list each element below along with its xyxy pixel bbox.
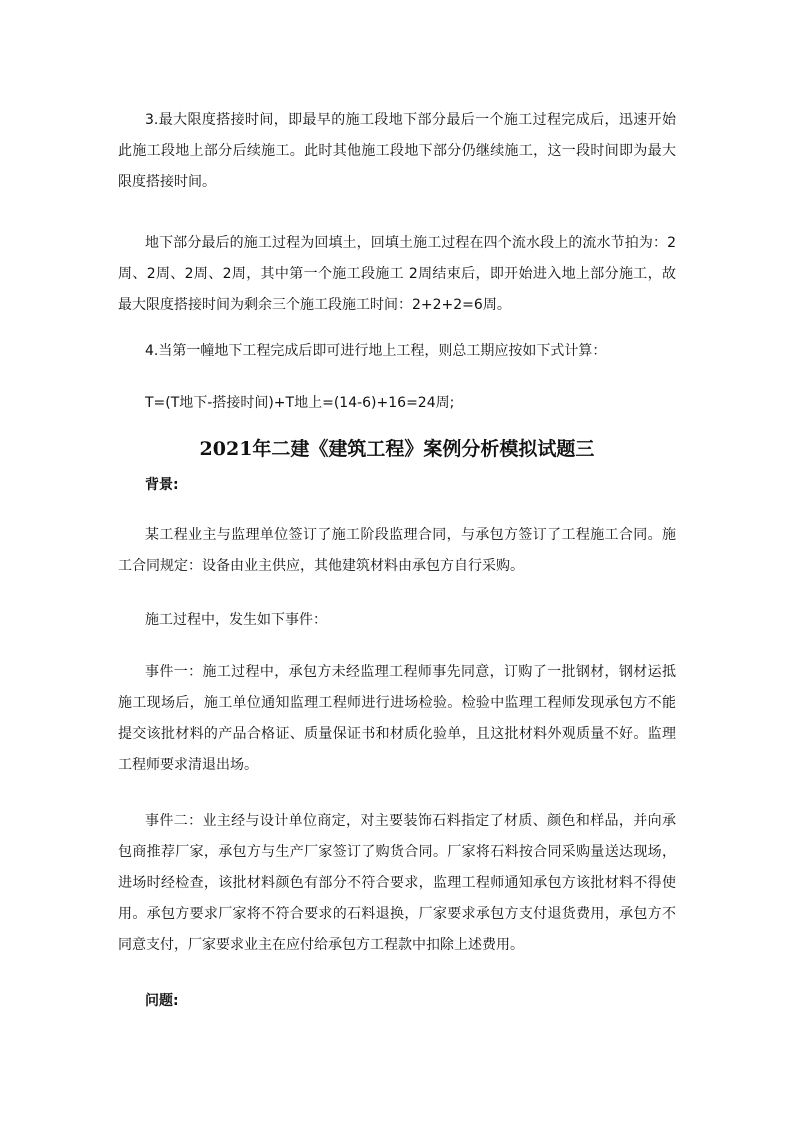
text-line: 工程师要求清退出场。 [118, 757, 258, 773]
paragraph-formula [118, 388, 676, 419]
questions-heading: 问题: [145, 993, 179, 1009]
background-heading: 背景: [145, 477, 179, 493]
paragraph-event-2 [118, 806, 676, 961]
text-line: 事件一：施工过程中，承包方未经监理工程师事先同意，订购了一批钢材，钢材运抵 [145, 664, 676, 680]
paragraph-total-duration [118, 336, 676, 367]
paragraph-events-intro [118, 605, 676, 636]
text-line: 3.最大限度搭接时间，即最早的施工段地下部分最后一个施工过程完成后，迅速开始 [145, 112, 676, 128]
paragraph-backfill [118, 228, 676, 321]
text-line: 限度搭接时间。 [118, 174, 216, 190]
text-line: 施工现场后，施工单位通知监理工程师进行进场检验。检验中监理工程师发现承包方不能 [118, 695, 676, 711]
text-line: 周、2周、2周、2周，其中第一个施工段施工 2周结束后，即开始进入地上部分施工，故 [118, 266, 676, 282]
text-line: 4.当第一幢地下工程完成后即可进行地上工程，则总工期应按如下式计算： [145, 343, 607, 359]
text-line: 此施工段地上部分后续施工。此时其他施工段地下部分仍继续施工，这一段时间即为最大 [118, 143, 676, 159]
text-line: 地下部分最后的施工过程为回填土，回填土施工过程在四个流水段上的流水节拍为：2 [145, 235, 676, 251]
paragraph-max-overlap [118, 105, 676, 198]
paragraph-contract [118, 520, 676, 582]
text-line: 事件二：业主经与设计单位商定，对主要装饰石料指定了材质、颜色和样品，并向承 [145, 813, 676, 829]
text-line: 施工过程中，发生如下事件： [145, 612, 327, 628]
text-line: 进场时经检查，该批材料颜色有部分不符合要求，监理工程师通知承包方该批材料不得使 [118, 875, 676, 891]
text-line: T=(T地下-搭接时间)+T地上=(14-6)+16=24周; [145, 395, 455, 411]
text-line: 某工程业主与监理单位签订了施工阶段监理合同，与承包方签订了工程施工合同。施 [145, 527, 676, 543]
text-line: 提交该批材料的产品合格证、质量保证书和材质化验单，且这批材料外观质量不好。监理 [118, 726, 676, 742]
text-line: 工合同规定：设备由业主供应，其他建筑材料由承包方自行采购。 [118, 558, 524, 574]
text-line: 用。承包方要求厂家将不符合要求的石料退换，厂家要求承包方支付退货费用，承包方不 [118, 906, 676, 922]
paragraph-event-1 [118, 657, 676, 781]
document-title: 2021年二建《建筑工程》案例分析模拟试题三 [199, 438, 595, 460]
text-line: 包商推荐厂家，承包方与生产厂家签订了购货合同。厂家将石料按合同采购量送达现场， [118, 844, 676, 860]
text-line: 最大限度搭接时间为剩余三个施工段施工时间：2+2+2=6周。 [118, 297, 511, 313]
text-line: 同意支付，厂家要求业主在应付给承包方工程款中扣除上述费用。 [118, 937, 524, 953]
